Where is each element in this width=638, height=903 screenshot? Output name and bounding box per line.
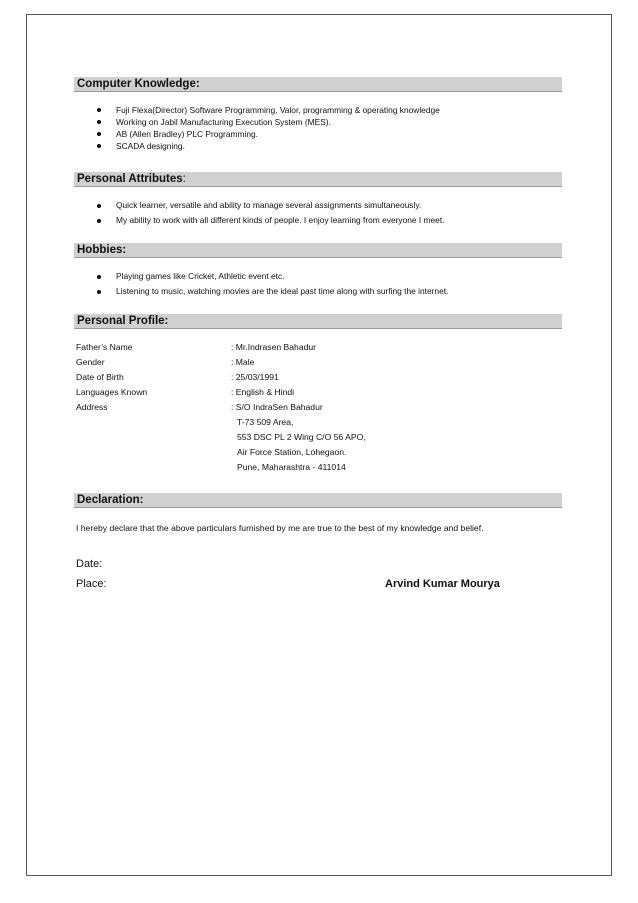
declaration-text: I hereby declare that the above particulars furnished by me are true to the best of my knowledge and belief. xyxy=(76,523,484,533)
dob-label: Date of Birth xyxy=(76,372,124,382)
list-item: Playing games like Cricket, Athletic event etc. xyxy=(96,269,448,284)
address-value: : S/O IndraSen Bahadur xyxy=(231,402,323,412)
address-line-2: 553 DSC PL 2 Wing C/O 56 APO, xyxy=(237,432,366,442)
declaration-title: Declaration: xyxy=(77,494,144,506)
section-header-personal-profile xyxy=(74,314,562,329)
personal-attributes-title-suffix: : xyxy=(182,173,186,185)
list-item: SCADA designing. xyxy=(96,140,440,152)
languages-label: Languages Known xyxy=(76,387,148,397)
personal-attributes-title: Personal Attributes xyxy=(77,173,183,185)
list-item: My ability to work with all different kinds of people. I enjoy learning from everyone I meet. xyxy=(96,213,445,228)
list-item: Quick learner, versatile and ability to manage several assignments simultaneously. xyxy=(96,198,445,213)
signature-name: Arvind Kumar Mourya xyxy=(385,578,500,590)
list-item: Working on Jabil Manufacturing Execution System (MES). xyxy=(96,116,440,128)
date-label: Date: xyxy=(76,558,103,570)
list-item: Fuji Flexa(Director) Software Programming, Valor, programming & operating knowledge xyxy=(96,104,440,116)
section-header-computer-knowledge xyxy=(74,77,562,92)
gender-label: Gender xyxy=(76,357,105,367)
computer-knowledge-list xyxy=(96,104,440,152)
fathers-name-value: : Mr.Indrasen Bahadur xyxy=(231,342,317,352)
computer-knowledge-title: Computer Knowledge: xyxy=(77,78,200,90)
section-header-personal-attributes xyxy=(74,172,562,187)
address-label: Address xyxy=(76,402,108,412)
gender-value: : Male xyxy=(231,357,255,367)
address-line-4: Pune, Maharashtra - 411014 xyxy=(237,462,346,472)
section-header-declaration xyxy=(74,493,562,508)
address-line-3: Air Force Station, Lohegaon. xyxy=(237,447,347,457)
fathers-name-label: Father’s Name xyxy=(76,342,133,352)
dob-value: : 25/03/1991 xyxy=(231,372,279,382)
section-header-hobbies xyxy=(74,243,562,258)
languages-value: : English & Hindi xyxy=(231,387,295,397)
hobbies-list xyxy=(96,269,448,299)
hobbies-title: Hobbies: xyxy=(77,244,127,256)
place-label: Place: xyxy=(76,578,107,590)
personal-attributes-list xyxy=(96,198,445,228)
personal-profile-title: Personal Profile: xyxy=(77,315,169,327)
list-item: Listening to music, watching movies are the ideal past time along with surfing the internet. xyxy=(96,284,448,299)
list-item: AB (Allen Bradley) PLC Programming. xyxy=(96,128,440,140)
address-line-1: T-73 509 Area, xyxy=(237,417,294,427)
